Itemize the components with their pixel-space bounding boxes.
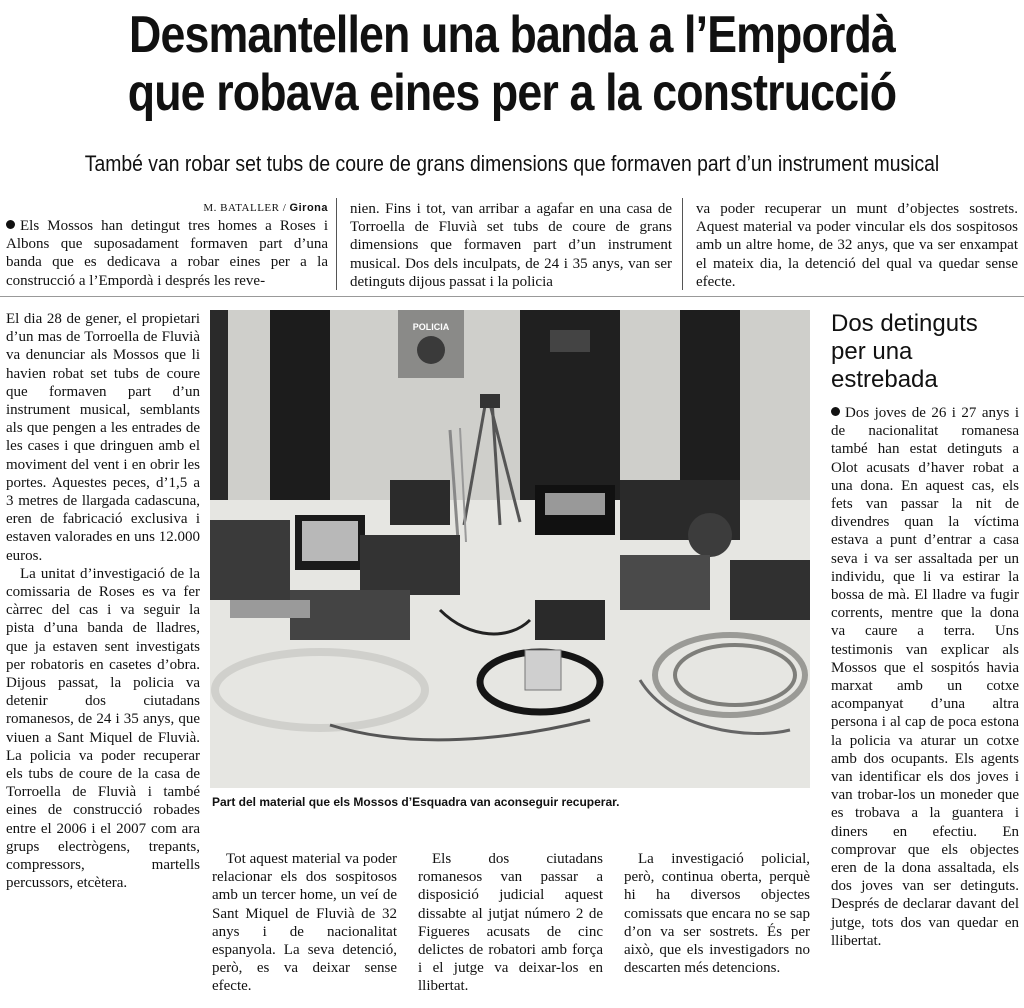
column-divider <box>336 198 337 290</box>
section-divider <box>0 296 1024 297</box>
police-sign-text: POLICIA <box>412 322 450 332</box>
body-column-bottom-3 <box>624 850 810 977</box>
body-paragraph: Els dos ciutadans romanesos van passar a disposició judicial aquest dissabte al jutjat número 2 de Figueres acusats de cinc delictes de robatori amb força i el jutge va deixar-los en llibertat. <box>418 851 603 995</box>
lead-paragraph-2: nien. Fins i tot, van arribar a agafar en una casa de Torroella de Fluvià set tubs de coure de grans dimensions que formaven part d’un instrument musical. Dos dels inculpats, de 24 i 35 anys, van ser detinguts dijous passat i la policia <box>350 201 672 290</box>
lead-column-1 <box>6 200 328 290</box>
article-subheadline: També van robar set tubs de coure de grans dimensions que formaven part d’un instrument musical <box>84 151 940 176</box>
lead-paragraph-3: va poder recuperar un munt d’objectes sostrets. Aquest material va poder vincular els dos sospitosos amb un altre home, de 32 anys, que va ser enxampat el mateix dia, la detenció del qual va quedar sense efecte. <box>696 201 1018 290</box>
photo-illustration <box>210 310 810 788</box>
lead-column-2 <box>350 200 672 291</box>
sidebar-story <box>831 310 1019 950</box>
headline-line-1: Desmantellen una banda a l’Empordà <box>129 6 895 64</box>
article-headline <box>80 6 943 122</box>
lead-column-3 <box>696 200 1018 291</box>
column-divider <box>682 198 683 290</box>
body-paragraph: La unitat d’investigació de la comissaria de Roses es va fer càrrec del cas i va seguir la pista d’una banda de lladres, que ja estaven sent investigats per robatoris en casetes d’obra. Dijous passat, la policia va detenir dos ciutadans romanesos, de 24 i 35 anys, que viuen a Sant Miquel de Fluvià. La policia va poder recuperar els tubs de coure de la casa de Torroella de Fluvià i també eines de construcció robades entre el 2006 i el 2007 com ara grups electrògens, trepants, compressors, martells percussors, etcètera. <box>6 565 200 892</box>
byline <box>6 200 328 216</box>
sidebar-title: Dos detinguts per una estrebada <box>831 310 978 393</box>
byline-place: Girona <box>289 202 328 214</box>
sidebar-body: Dos joves de 26 i 27 anys i de nacionalitat romanesa també han estat detinguts a Olot acusats d’haver robat a una dona. En aquest cas, els fets van passar la nit de divendres quan la víctima estava a punt d’entrar a casa seva i va ser assaltada per un individu, que li va estirar la bossa de mà. El lladre va fugir corrents, mentre que la dona va caure a terra. Uns testimonis van explicar als Mossos que el sospitós havia marxat amb un cotxe acompanyat d’una altra persona i al cap de poca estona la policia va aturar un cotxe amb dos ocupants. Els agents van identificar els dos joves i van trobar-los un moneder que es trobava a la guantera i diners en efectiu. En comprovar que els objectes eren de la dona assaltada, els dos joves van ser detinguts. Després de declarar davant del jutge, tots dos van quedar en llibertat. <box>831 405 1019 949</box>
article-photo <box>210 310 810 788</box>
byline-author: M. BATALLER / <box>203 202 287 214</box>
body-column-bottom-1 <box>212 850 397 996</box>
bullet-icon <box>831 407 840 416</box>
body-column-bottom-2 <box>418 850 603 996</box>
body-paragraph: Tot aquest material va poder relacionar els dos sospitosos amb un tercer home, un veí de Sant Miquel de Fluvià de 32 anys i de nacionalitat espanyola. La seva detenció, però, es va deixar sense efecte. <box>212 851 397 995</box>
photo-caption: Part del material que els Mossos d’Esquadra van aconseguir recuperar. <box>212 795 620 809</box>
lead-paragraph-1: Els Mossos han detingut tres homes a Roses i Albons que suposadament formaven part d’una banda que es dedicava a robar eines per a la construcció a l’Empordà i després les reve- <box>6 218 328 289</box>
headline-line-2: que robava eines per a la construcció <box>127 64 897 122</box>
bullet-icon <box>6 220 15 229</box>
body-column-left <box>6 310 200 893</box>
body-paragraph: El dia 28 de gener, el propietari d’un mas de Torroella de Fluvià va denunciar als Mossos que li havien robat set tubs de coure que formaven part d’un instrument musical, semblants als que pengen a les entrades de les cases i que dringuen amb el moviment del vent i en obrir les portes. Aquestes peces, d’1,5 a 3 metres de llargada cadascuna, eren de fabricació exclusiva i estaven valorades en uns 12.000 euros. <box>6 311 200 564</box>
body-paragraph: La investigació policial, però, continua oberta, perquè hi ha diversos objectes comissats que encara no se sap d’on va ser sostrets. És per això, que els investigadors no descarten més detencions. <box>624 851 810 977</box>
